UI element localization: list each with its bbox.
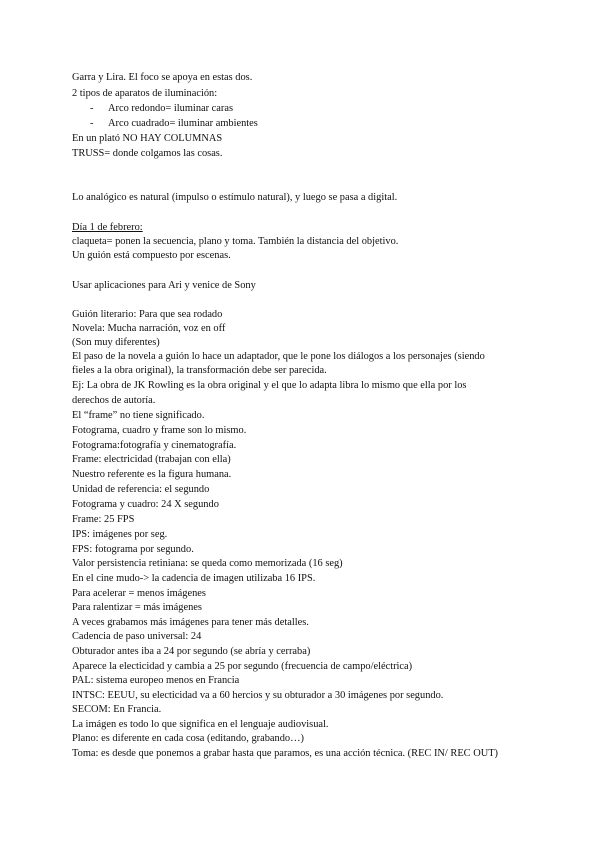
list-item: Arco cuadrado= iluminar ambientes <box>108 118 258 129</box>
text-line: Cadencia de paso universal: 24 <box>72 631 202 642</box>
text-line: TRUSS= donde colgamos las cosas. <box>72 148 223 159</box>
text-line: En un plató NO HAY COLUMNAS <box>72 133 223 144</box>
text-line: Aparece la electicidad y cambia a 25 por segundo (frecuencia de campo/eléctrica) <box>72 661 413 672</box>
text-line: Fotograma y cuadro: 24 X segundo <box>72 499 219 510</box>
text-line: Frame: 25 FPS <box>72 514 135 525</box>
text-line: Unidad de referencia: el segundo <box>72 484 210 495</box>
text-line: INTSC: EEUU, su electicidad va a 60 hercios y su obturador a 30 imágenes por segundo. <box>72 690 444 701</box>
text-line: Para ralentizar = más imágenes <box>72 602 202 613</box>
text-line: La imágen es todo lo que significa en el lenguaje audiovisual. <box>72 719 329 730</box>
text-line: claqueta= ponen la secuencia, plano y toma. También la distancia del objetivo. <box>72 236 399 247</box>
text-line: Obturador antes iba a 24 por segundo (se abría y cerraba) <box>72 646 311 657</box>
list-item: Arco redondo= iluminar caras <box>108 103 234 114</box>
text-line: A veces grabamos más imágenes para tener más detalles. <box>72 617 309 628</box>
text-line: Fotograma:fotografía y cinematografía. <box>72 440 237 451</box>
text-line: Novela: Mucha narración, voz en off <box>72 323 226 334</box>
text-line: Ej: La obra de JK Rowling es la obra original y el que lo adapta libra lo mismo que ella por los <box>72 380 467 391</box>
text-line: Fotograma, cuadro y frame son lo mismo. <box>72 425 247 436</box>
text-line: Frame: electricidad (trabajan con ella) <box>72 454 231 465</box>
text-line: El paso de la novela a guión lo hace un adaptador, que le pone los diálogos a los personajes (siendo <box>72 351 485 362</box>
text-line: 2 tipos de aparatos de iluminación: <box>72 88 218 99</box>
text-line: En el cine mudo-> la cadencia de imagen utilizaba 16 IPS. <box>72 573 316 584</box>
text-line: SECOM: En Francia. <box>72 704 162 715</box>
text-line: Usar aplicaciones para Ari y venice de Sony <box>72 280 256 291</box>
text-line: PAL: sistema europeo menos en Francia <box>72 675 240 686</box>
text-line: Garra y Lira. El foco se apoya en estas dos. <box>72 72 253 83</box>
text-line: Toma: es desde que ponemos a grabar hasta que paramos, es una acción técnica. (REC IN/ REC OUT) <box>72 748 499 759</box>
text-line: Lo analógico es natural (impulso o estímulo natural), y luego se pasa a digital. <box>72 192 398 203</box>
text-line: Plano: es diferente en cada cosa (editando, grabando…) <box>72 733 304 744</box>
text-line: FPS: fotograma por segundo. <box>72 544 194 555</box>
list-dash: - <box>90 118 94 129</box>
text-line: Un guión está compuesto por escenas. <box>72 250 231 261</box>
text-line: Nuestro referente es la figura humana. <box>72 469 232 480</box>
list-dash: - <box>90 103 94 114</box>
text-line: Guión literario: Para que sea rodado <box>72 309 223 320</box>
text-line: fieles a la obra original), la transformación debe ser parecida. <box>72 365 327 376</box>
text-line: (Son muy diferentes) <box>72 337 160 348</box>
text-line: derechos de autoría. <box>72 395 156 406</box>
text-line: IPS: imágenes por seg. <box>72 529 168 540</box>
date-heading: Día 1 de febrero: <box>72 222 143 233</box>
text-line: Para acelerar = menos imágenes <box>72 588 206 599</box>
text-line: Valor persistencia retiniana: se queda como memorizada (16 seg) <box>72 558 343 569</box>
text-line: El “frame” no tiene significado. <box>72 410 205 421</box>
